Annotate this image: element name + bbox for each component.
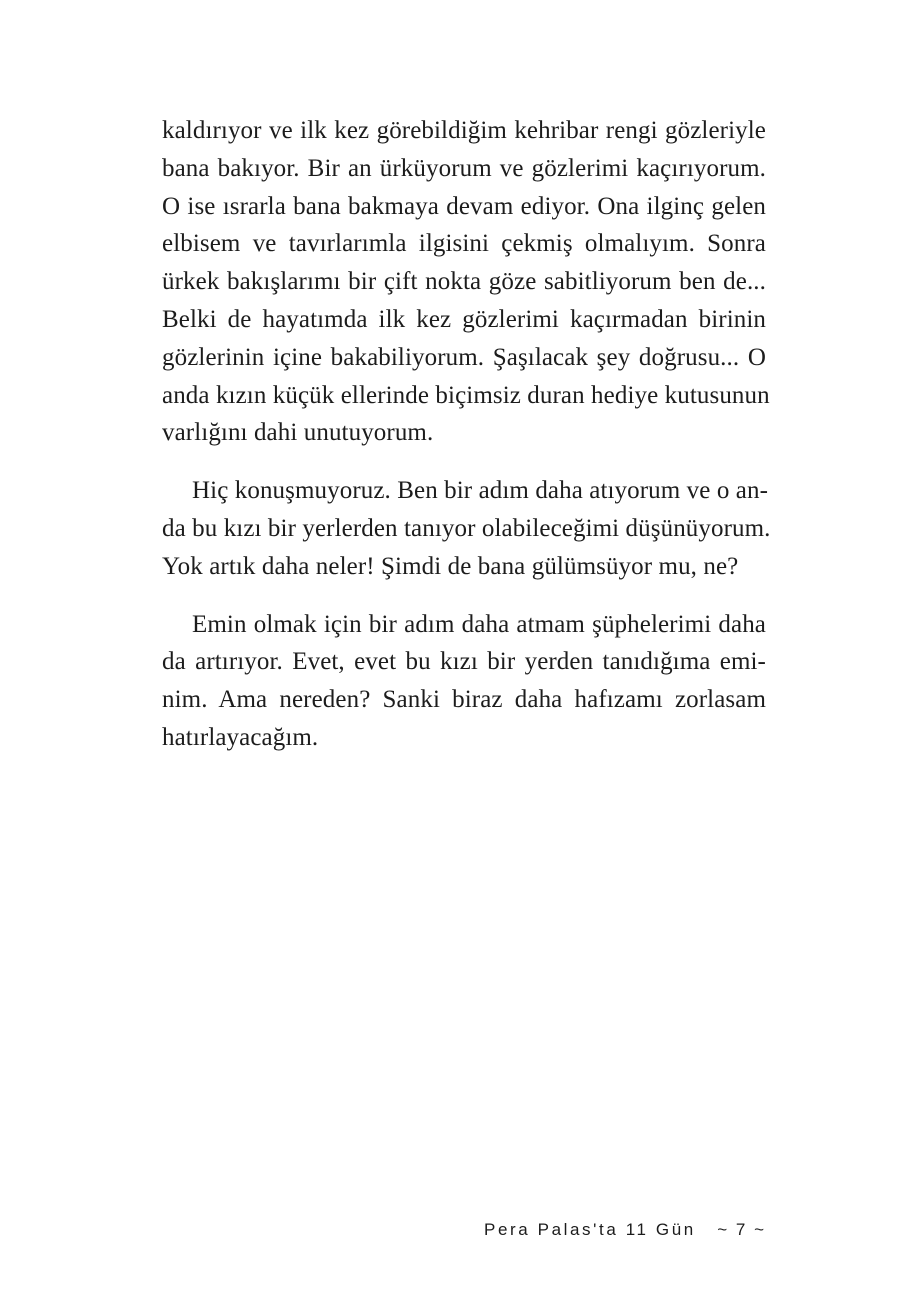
paragraph-spacer — [162, 586, 766, 606]
text-line: elbisem ve tavırlarımla ilgisini çekmiş olmalıyım. Sonra — [162, 230, 766, 258]
paragraph — [162, 606, 766, 757]
text-line: anda kızın küçük ellerinde biçimsiz duran hediye kutusunun — [162, 381, 770, 409]
text-line: gözlerinin içine bakabiliyorum. Şaşılacak şey doğrusu... O — [162, 343, 766, 371]
book-title: Pera Palas'ta 11 Gün — [484, 1220, 696, 1239]
text-line: kaldırıyor ve ilk kez görebildiğim kehribar rengi gözleriyle — [162, 117, 766, 144]
paragraph — [162, 112, 770, 452]
text-line: Hiç konuşmuyoruz. Ben bir adım daha atıyorum ve o an- — [192, 477, 768, 505]
text-line: Belki de hayatımda ilk kez gözlerimi kaçırmadan birinin — [162, 305, 766, 333]
text-line: da artırıyor. Evet, evet bu kızı bir yerden tanıdığıma emi- — [162, 648, 766, 676]
text-line: bana bakıyor. Bir an ürküyorum ve gözlerimi kaçırıyorum. — [162, 154, 766, 182]
text-line: da bu kızı bir yerlerden tanıyor olabileceğimi düşünüyorum. — [162, 514, 771, 542]
text-line: nim. Ama nereden? Sanki biraz daha hafızamı zorlasam — [162, 686, 766, 714]
text-line: ürkek bakışlarımı bir çift nokta göze sabitliyorum ben de... — [162, 268, 766, 296]
body-text — [162, 112, 771, 757]
text-line: Emin olmak için bir adım daha atmam şüphelerimi daha — [192, 610, 766, 638]
paragraph — [162, 472, 771, 585]
text-line: varlığını dahi unutuyorum. — [162, 419, 434, 447]
text-line: hatırlayacağım. — [162, 723, 319, 751]
text-line: Yok artık daha neler! Şimdi de bana gülümsüyor mu, ne? — [162, 552, 739, 580]
page-footer — [484, 1215, 766, 1245]
paragraph-spacer — [162, 452, 766, 472]
page-number: ~ 7 ~ — [717, 1220, 766, 1239]
text-line: O ise ısrarla bana bakmaya devam ediyor. Ona ilginç gelen — [162, 192, 766, 220]
